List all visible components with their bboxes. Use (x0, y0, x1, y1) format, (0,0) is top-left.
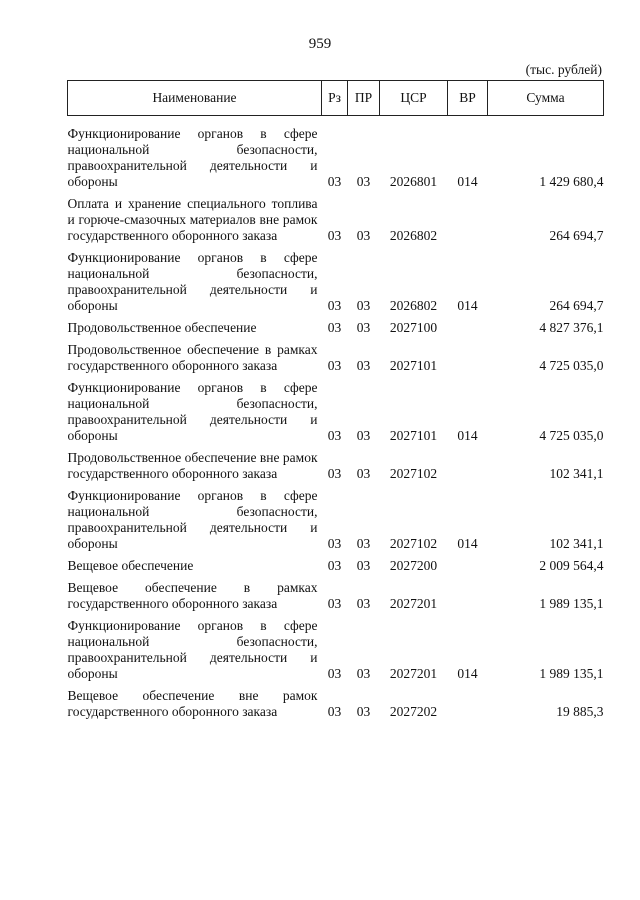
row-name: Функционирование органов в сфере национальной безопасности, правоохранительной деятельности и обороны (67, 488, 318, 551)
row-vr: 014 (457, 298, 478, 313)
row-sum: 1 429 680,4 (539, 174, 604, 189)
row-rz: 03 (327, 536, 342, 551)
table-row (68, 120, 604, 190)
table-row (68, 612, 604, 682)
row-csr: 2027200 (389, 558, 438, 573)
row-name: Функционирование органов в сфере национальной безопасности, правоохранительной деятельности и обороны (67, 618, 318, 681)
row-pr: 03 (356, 558, 371, 573)
row-vr: 014 (457, 666, 478, 681)
row-pr: 03 (356, 666, 371, 681)
row-csr: 2027102 (389, 466, 438, 481)
row-sum: 264 694,7 (549, 298, 604, 313)
table-row (68, 244, 604, 314)
row-pr: 03 (356, 174, 371, 189)
row-name: Функционирование органов в сфере национальной безопасности, правоохранительной деятельности и обороны (67, 250, 318, 313)
table-row (68, 336, 604, 374)
row-name: Вещевое обеспечение (67, 558, 194, 573)
row-sum: 264 694,7 (549, 228, 604, 243)
header-sum: Сумма (488, 81, 604, 116)
row-sum: 4 725 035,0 (539, 358, 604, 373)
row-vr (448, 336, 488, 374)
row-pr: 03 (356, 596, 371, 611)
row-sum: 1 989 135,1 (539, 666, 604, 681)
table-row (68, 314, 604, 336)
header-pr: ПР (348, 81, 380, 116)
row-rz: 03 (327, 228, 342, 243)
table-row (68, 444, 604, 482)
table-row (68, 190, 604, 244)
row-vr (448, 190, 488, 244)
row-vr (448, 682, 488, 720)
row-name: Продовольственное обеспечение вне рамок государственного оборонного заказа (67, 450, 318, 481)
row-sum: 102 341,1 (549, 536, 604, 551)
units-label: (тыс. рублей) (525, 62, 602, 77)
header-name: Наименование (68, 81, 322, 116)
row-rz: 03 (327, 298, 342, 313)
row-rz: 03 (327, 428, 342, 443)
row-vr: 014 (457, 174, 478, 189)
table-row (68, 574, 604, 612)
row-rz: 03 (327, 358, 342, 373)
table-header-row (68, 81, 604, 116)
row-csr: 2026801 (389, 174, 438, 189)
table-row (68, 374, 604, 444)
row-csr: 2027101 (389, 358, 438, 373)
row-pr: 03 (356, 228, 371, 243)
row-pr: 03 (356, 466, 371, 481)
row-csr: 2027202 (389, 704, 438, 719)
table-row (68, 682, 604, 720)
table-row (68, 482, 604, 552)
row-csr: 2027100 (389, 320, 438, 335)
row-pr: 03 (356, 428, 371, 443)
row-vr (448, 574, 488, 612)
row-sum: 4 827 376,1 (539, 320, 604, 335)
row-name: Функционирование органов в сфере национальной безопасности, правоохранительной деятельности и обороны (67, 126, 318, 189)
row-csr: 2027201 (389, 596, 438, 611)
row-pr: 03 (356, 298, 371, 313)
row-vr: 014 (457, 536, 478, 551)
row-rz: 03 (327, 320, 342, 335)
row-pr: 03 (356, 358, 371, 373)
row-vr: 014 (457, 428, 478, 443)
row-rz: 03 (327, 596, 342, 611)
row-name: Вещевое обеспечение в рамках государственного оборонного заказа (67, 580, 318, 611)
row-name: Вещевое обеспечение вне рамок государственного оборонного заказа (67, 688, 318, 719)
table-row (68, 552, 604, 574)
row-sum: 102 341,1 (549, 466, 604, 481)
row-vr (448, 314, 488, 336)
row-csr: 2027201 (389, 666, 438, 681)
row-name: Функционирование органов в сфере национальной безопасности, правоохранительной деятельности и обороны (67, 380, 318, 443)
header-vr: ВР (448, 81, 488, 116)
row-name: Продовольственное обеспечение в рамках государственного оборонного заказа (67, 342, 318, 373)
row-name: Продовольственное обеспечение (67, 320, 257, 335)
row-rz: 03 (327, 666, 342, 681)
row-sum: 19 885,3 (556, 704, 604, 719)
row-sum: 4 725 035,0 (539, 428, 604, 443)
row-csr: 2027102 (389, 536, 438, 551)
row-rz: 03 (327, 558, 342, 573)
row-rz: 03 (327, 704, 342, 719)
page-number: 959 (308, 36, 332, 52)
row-pr: 03 (356, 320, 371, 335)
row-pr: 03 (356, 704, 371, 719)
row-sum: 2 009 564,4 (539, 558, 604, 573)
row-csr: 2026802 (389, 298, 438, 313)
row-pr: 03 (356, 536, 371, 551)
row-vr (448, 444, 488, 482)
budget-table (67, 80, 604, 720)
row-rz: 03 (327, 466, 342, 481)
header-rz: Рз (322, 81, 348, 116)
row-csr: 2027101 (389, 428, 438, 443)
row-rz: 03 (327, 174, 342, 189)
row-vr (448, 552, 488, 574)
header-csr: ЦСР (380, 81, 448, 116)
row-csr: 2026802 (389, 228, 438, 243)
row-sum: 1 989 135,1 (539, 596, 604, 611)
row-name: Оплата и хранение специального топлива и горюче-смазочных материалов вне рамок государственного оборонного заказа (67, 196, 318, 243)
